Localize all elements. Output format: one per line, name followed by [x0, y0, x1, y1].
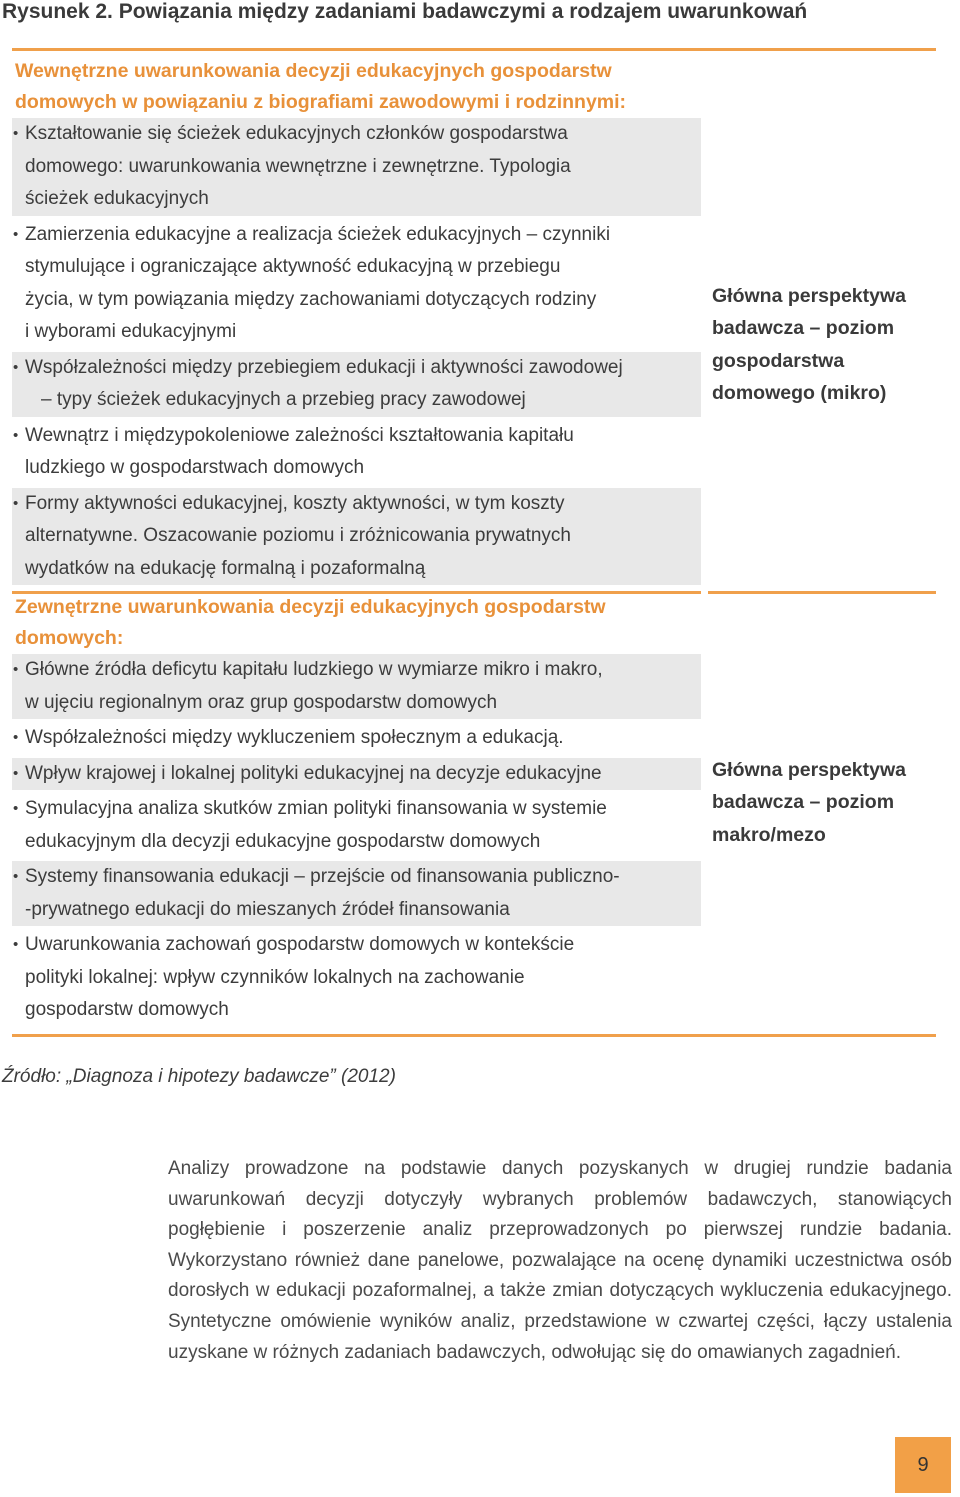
perspective-line: makro/mezo — [712, 823, 826, 846]
page-number-box — [895, 1437, 951, 1493]
list-item — [12, 929, 701, 1027]
item-line: • Wpływ krajowej i lokalnej polityki edukacyjnej na decyzje edukacyjne — [25, 762, 602, 784]
item-line: • Zamierzenia edukacyjne a realizacja ścieżek edukacyjnych – czynniki — [25, 223, 611, 245]
list-item — [12, 722, 701, 755]
list-item — [12, 420, 701, 485]
item-line: gospodarstw domowych — [25, 999, 229, 1020]
heading-line: Wewnętrzne uwarunkowania decyzji edukacyjnych gospodarstw — [15, 60, 612, 82]
list-item — [12, 654, 701, 719]
external-conditions-heading — [12, 592, 701, 654]
item-line: • Symulacyjna analiza skutków zmian polityki finansowania w systemie — [25, 798, 607, 819]
list-item — [12, 861, 701, 926]
item-line: edukacyjnym dla decyzji edukacyjne gospodarstw domowych — [25, 830, 541, 852]
item-line: • Współzależności między przebiegiem edukacji i aktywności zawodowej — [25, 356, 623, 378]
item-line: wydatków na edukację formalną i pozaformalną — [25, 557, 426, 579]
item-line: domowego: uwarunkowania wewnętrzne i zewnętrzne. Typologia — [25, 155, 571, 177]
internal-conditions-block — [12, 56, 701, 588]
item-line: – typy ścieżek edukacyjnych a przebieg pracy zawodowej — [41, 389, 526, 410]
list-item — [12, 793, 701, 858]
item-line: • Uwarunkowania zachowań gospodarstw domowych w kontekście — [25, 934, 575, 955]
item-line: ludzkiego w gospodarstwach domowych — [25, 457, 365, 478]
item-line: stymulujące i ograniczające aktywność edukacyjną w przebiegu — [25, 256, 561, 277]
bottom-rule — [12, 1034, 936, 1037]
perspective-line: Główna perspektywa — [712, 759, 906, 781]
list-item — [12, 219, 701, 349]
perspective-macro — [712, 754, 942, 851]
figure-title: Rysunek 2. Powiązania między zadaniami badawczymi a rodzajem uwarunkowań — [2, 0, 808, 23]
item-line: • Współzależności między wykluczeniem społecznym a edukacją. — [25, 727, 564, 748]
list-item — [12, 758, 701, 791]
top-rule — [12, 48, 936, 51]
item-line: -prywatnego edukacji do mieszanych źródeł finansowania — [25, 898, 510, 920]
perspective-line: gospodarstwa — [712, 349, 845, 372]
perspective-line: badawcza – poziom — [712, 791, 895, 814]
item-line: życia, w tym powiązania między zachowaniami dotyczących rodziny — [25, 288, 597, 310]
source-title: „Diagnoza i hipotezy badawcze” — [66, 1066, 336, 1087]
item-line: • Systemy finansowania edukacji – przejście od finansowania publiczno- — [25, 866, 620, 887]
item-line: • Kształtowanie się ścieżek edukacyjnych członków gospodarstwa — [25, 123, 568, 144]
item-line: • Formy aktywności edukacyjnej, koszty aktywności, w tym koszty — [25, 492, 565, 514]
item-line: polityki lokalnej: wpływ czynników lokalnych na zachowanie — [25, 966, 525, 988]
item-line: w ujęciu regionalnym oraz grup gospodarstw domowych — [25, 691, 498, 713]
item-line: • Główne źródła deficytu kapitału ludzkiego w wymiarze mikro i makro, — [25, 659, 603, 680]
item-line: i wyborami edukacyjnymi — [25, 321, 237, 342]
perspective-line: Główna perspektywa — [712, 285, 906, 307]
perspective-line: domowego (mikro) — [712, 381, 887, 404]
item-line: • Wewnątrz i międzypokoleniowe zależności kształtowania kapitału — [25, 424, 574, 446]
figure-source — [2, 1066, 396, 1088]
source-year: (2012) — [335, 1066, 396, 1087]
list-item — [12, 118, 701, 216]
heading-line: domowych w powiązaniu z biografiami zawodowymi i rodzinnymi: — [15, 91, 627, 113]
heading-line: domowych: — [15, 627, 124, 649]
source-prefix: Źródło: — [2, 1066, 67, 1087]
external-conditions-block — [12, 592, 701, 1030]
page-number: 9 — [917, 1453, 929, 1476]
list-item — [12, 488, 701, 586]
middle-rule-right — [708, 591, 936, 594]
internal-conditions-heading — [12, 56, 701, 118]
list-item — [12, 352, 701, 417]
perspective-micro — [712, 280, 942, 409]
heading-line: Zewnętrzne uwarunkowania decyzji edukacyjnych gospodarstw — [15, 596, 606, 618]
body-paragraph: Analizy prowadzone na podstawie danych pozyskanych w drugiej rundzie badania uwarunkowań decyzji dotyczyły wybranych problemów badawczych, stanowiących pogłębienie i poszerzenie analiz przeprowadzonych po pierwszej rundzie badania. Wykorzystano również dane panelowe, pozwalające na ocenę dynamiki uczestnictwa osób dorosłych w edukacji pozaformalnej, a także zmian dotyczących wykluczenia edukacyjnego. Syntetyczne omówienie wyników analiz, przedstawione w czwartej części, łączy ustalenia uzyskane w różnych zadaniach badawczych, odwołując się do omawianych zagadnień. — [168, 1158, 952, 1363]
item-line: alternatywne. Oszacowanie poziomu i zróżnicowania prywatnych — [25, 525, 571, 546]
item-line: ścieżek edukacyjnych — [25, 188, 209, 209]
perspective-line: badawcza – poziom — [712, 317, 895, 340]
